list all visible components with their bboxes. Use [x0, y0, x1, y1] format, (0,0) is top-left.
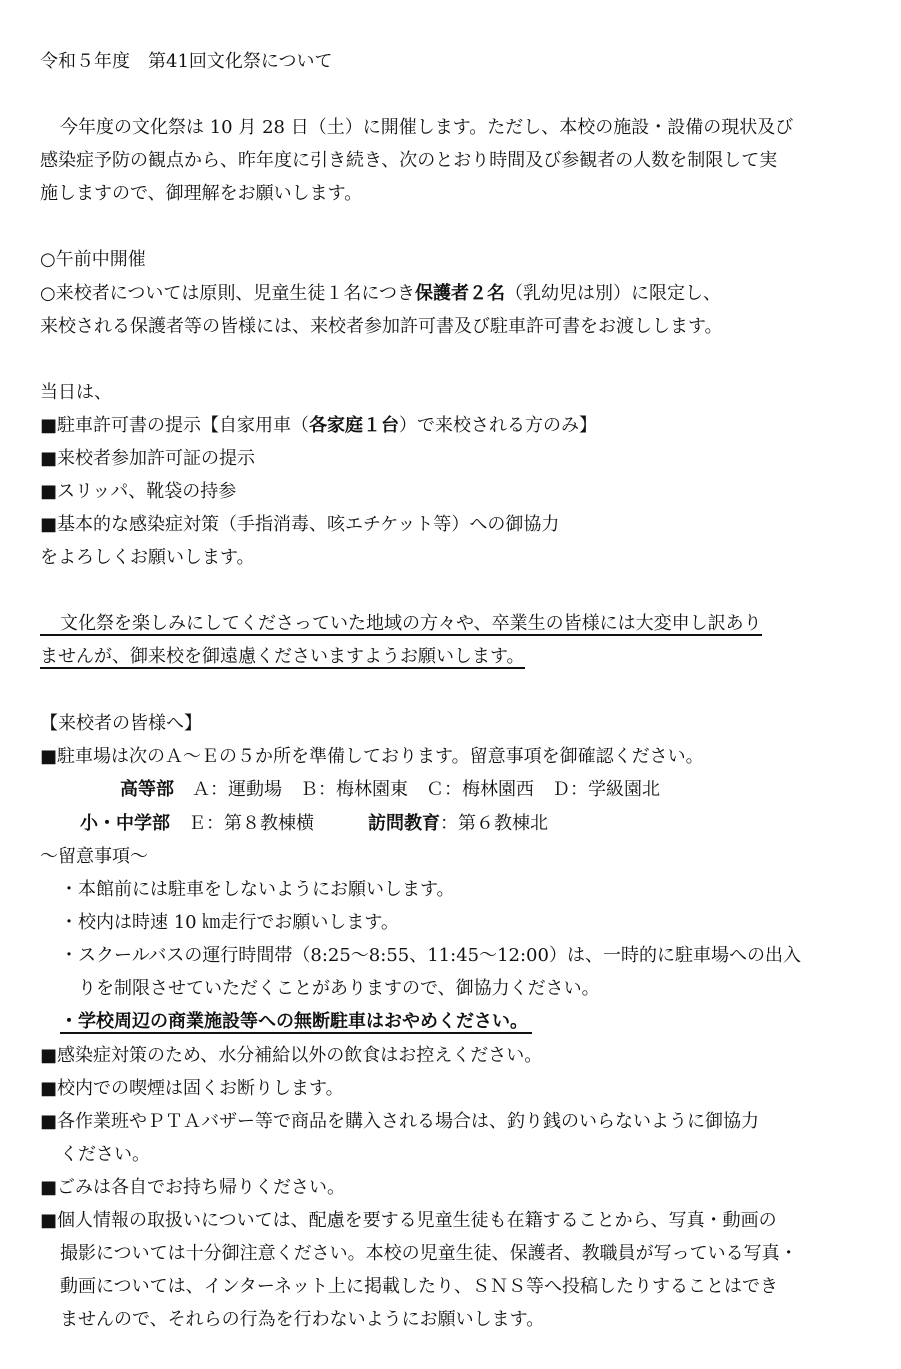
- parking-high-school-row: [120, 778, 660, 802]
- rule-smoking: ■校内での喫煙は固くお断りします。: [40, 1078, 344, 1099]
- document-title: 令和５年度 第41回文化祭について: [40, 51, 333, 72]
- parking-high-school-lots: Ａ：運動場 Ｂ：梅林園東 Ｃ：梅林園西 Ｄ：学級園北: [192, 779, 660, 800]
- dayof-closing: をよろしくお願いします。: [40, 547, 255, 568]
- rule-privacy-line-2: 撮影については十分御注意ください。本校の児童生徒、保護者、教職員が写っている写真・: [60, 1243, 798, 1264]
- parking-visit-lot: ：第６教棟北: [440, 813, 548, 834]
- parking-visit-label: 訪問教育: [368, 813, 440, 834]
- apology-line-1-text: 文化祭を楽しみにしてくださっていた地域の方々や、卒業生の皆様には大変申し訳あり: [40, 613, 762, 636]
- visitor-limit-bold: 保護者２名: [414, 283, 505, 304]
- dayof-item-permit: ■来校者参加許可証の提示: [40, 448, 256, 469]
- visitor-limit-text-b: （乳幼児は別）に限定し、: [504, 283, 721, 304]
- morning-notice: ○午前中開催: [40, 249, 146, 270]
- parking-mid-school-label: 小・中学部: [80, 813, 170, 834]
- visitor-limit-line-2: 来校される保護者等の皆様には、来校者参加許可書及び駐車許可書をお渡しします。: [40, 316, 723, 337]
- dayof-item-parking-b: ）で来校される方のみ】: [399, 415, 598, 436]
- dayof-lead: 当日は、: [40, 382, 112, 403]
- note-school-bus-line-2: りを制限させていただくことがありますので、御協力ください。: [78, 978, 600, 999]
- apology-line-2: [40, 646, 525, 670]
- intro-line-3: 施しますので、御理解をお願いします。: [40, 183, 363, 204]
- intro-line-2: 感染症予防の観点から、昨年度に引き続き、次のとおり時間及び参観者の人数を制限して実: [40, 150, 778, 171]
- rule-privacy-line-3: 動画については、インターネット上に掲載したり、ＳＮＳ等へ投稿したりすることはでき: [60, 1276, 779, 1297]
- note-school-bus-line-1: ・スクールバスの運行時間帯（8:25～8:55、11:45～12:00）は、一時的に駐車場への出入: [60, 945, 801, 966]
- rule-privacy-line-1: ■個人情報の取扱いについては、配慮を要する児童生徒も在籍することから、写真・動画の: [40, 1210, 777, 1231]
- rule-privacy-line-4: ませんので、それらの行為を行わないようにお願いします。: [60, 1309, 545, 1330]
- visitor-limit-line-1: [40, 282, 721, 306]
- dayof-item-parking-a: ■駐車許可書の提示【自家用車（: [40, 415, 310, 436]
- rule-trash: ■ごみは各自でお持ち帰りください。: [40, 1177, 346, 1198]
- intro-line-1: 今年度の文化祭は 10 月 28 日（土）に開催します。ただし、本校の施設・設備の現状及び: [60, 117, 794, 138]
- note-no-unauthorized-parking: [60, 1011, 532, 1035]
- rule-purchase-line-2: ください。: [60, 1144, 150, 1165]
- visitors-heading: 【来校者の皆様へ】: [40, 713, 202, 734]
- dayof-item-slippers: ■スリッパ、靴袋の持参: [40, 481, 237, 502]
- dayof-item-parking-bold: 各家庭１台: [309, 415, 400, 436]
- parking-intro: ■駐車場は次のＡ～Ｅの５か所を準備しております。留意事項を御確認ください。: [40, 746, 704, 767]
- dayof-item-parking: [40, 414, 597, 438]
- parking-mid-school-lot: Ｅ：第８教棟横: [188, 813, 314, 834]
- visitor-limit-text-a: ○来校者については原則、児童生徒１名につき: [40, 283, 415, 304]
- rule-food: ■感染症対策のため、水分補給以外の飲食はお控えください。: [40, 1045, 543, 1066]
- notes-heading: ～留意事項～: [40, 846, 148, 867]
- dayof-item-infection: ■基本的な感染症対策（手指消毒、咳エチケット等）への御協力: [40, 514, 560, 535]
- apology-line-2-text: ませんが、御来校を御遠慮くださいますようお願いします。: [40, 646, 525, 667]
- apology-line-1: [40, 613, 762, 637]
- parking-mid-school-row: [80, 812, 548, 836]
- note-no-unauthorized-parking-text: ・学校周辺の商業施設等への無断駐車はおやめください。: [60, 1011, 532, 1034]
- parking-high-school-label: 高等部: [120, 779, 174, 800]
- note-speed-limit: ・校内は時速 10 ㎞走行でお願いします。: [60, 912, 399, 933]
- note-no-front-parking: ・本館前には駐車をしないようにお願いします。: [60, 879, 455, 900]
- rule-purchase-line-1: ■各作業班やＰＴＡバザー等で商品を購入される場合は、釣り銭のいらないように御協力: [40, 1111, 760, 1132]
